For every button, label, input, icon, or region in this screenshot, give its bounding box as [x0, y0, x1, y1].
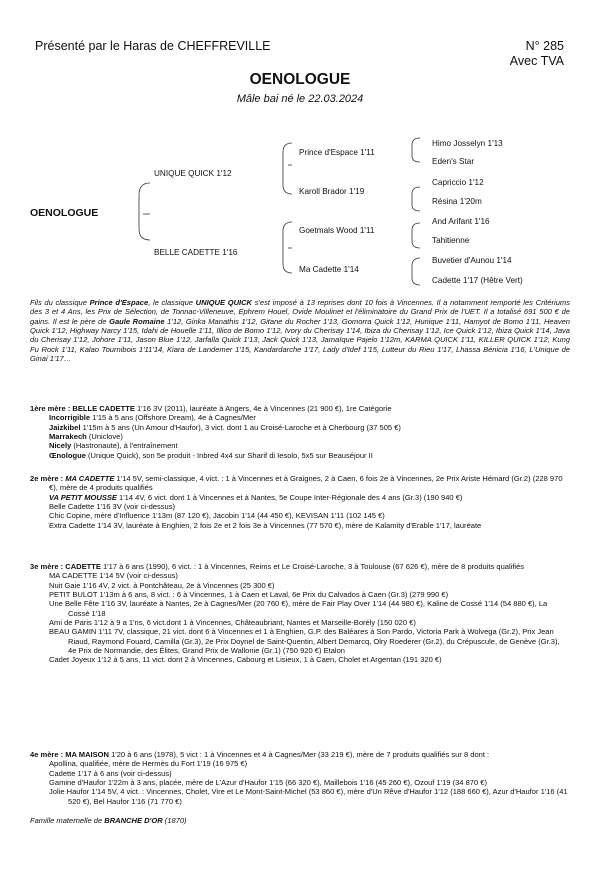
- first-dam-section: 1ère mère : BELLE CADETTE 1'16 3V (2011), lauréate à Angers, 4e à Vincennes (21 900 €), 1re Catégorie Incorrigible 1'15 à 5 ans (Offshore Dream), 4e à Cagnes/Mer Jaizkibel 1'15m à 5 ans (Un Amour d'Haufor), 3 vict. dont 1 au Croisé-Laroche et à Cherbourg (37 505 €) Marrakech (Uniclove) Nicely (Hastronaute), à l'entraînement Œnologue (Unique Quick), son 5e produit - Inbred 4x4 sur Sharif di Iesolo, 5x5 sur Beauséjour II: [30, 404, 401, 460]
- pedigree-ggp: Tahitienne: [432, 236, 470, 245]
- sire-description: Fils du classique Prince d'Espace, le classique UNIQUE QUICK s'est imposé à 13 reprises dont 10 fois à Vincennes. Il a notamment remporté les Critériums des 3 et 4 Ans, les Prix de Sélection, de Tonnac-Villeneuve, Ephrem Houel, Ovide Moulinet et l'éliminatoire du Grand Prix de l'UET. Il a totalisé 691 500 € de gains. Il est le père de Gaule Romaine 1'12, Ginka Manathis 1'12, Gitane du Rocher 1'13, Gomorra Quick 1'12, Hunique 1'11, Hamyot de Bomo 1'11, Heaven Quick 1'12, Highway Narcy 1'15, Idahi de Houelle 1'11, Illico de Bomo 1'12, Ivory du Cherisay 1'14, Ibiza du Cherisay 1'12, Ice Quick 1'12, Ibiza Quick 1'14, Java du Cherisay 1'12, Johore 1'11, Jason Blue 1'12, Jarfalla Quick 1'13, Jack Quick 1'13, Jamaïque Pajelo 1'12m, KARMA QUICK 1'11, KILLER QUICK 1'12, Kung Fu Rock 1'11, Kalao Tournibois 1'11'14, Kiara de Landemer 1'15, Kandardarche 1'17, Lady d'Idef 1'15, Lutteur du Rieu 1'17, Lhassa Bénicia 1'16, L'Unique de Ginai 1'17…: [30, 298, 570, 364]
- third-dam-section: 3e mère : CADETTE 1'17 à 6 ans (1990), 6 vict. : 1 à Vincennes, Reims et Le Croisé-Laroche, 3 à Toulouse (67 626 €), mère de 8 produits qualifiés MA CADETTE 1'14 5V (voir ci-dessus) Nuit Gaie 1'16 4V, 2 vict. à Pontchâteau, 2e à Vincennes (25 300 €) PETIT BULOT 1'13m à 6 ans, 8 vict. : 6 à Vincennes, 1 à Caen et Laval, 6e Prix du Calvados à Caen (Gr.3) (279 990 €) Une Belle Fête 1'16 3V, lauréate à Nantes, 2e à Cagnes/Mer (20 760 €), mère de Fair Play Over 1'14 (44 980 €), Kaline de Cossé 1'14 (54 880 €), La Cossé 1'18 Ami de Paris 1'12 à 9 a 1'ns, 6 vict.dont 1 à Vincennes, Châteaubriant, Nantes et Marseille-Borély (150 020 €) BEAU GAMIN 1'11 7V, classique, 21 vict. dont 6 à Vincennes et 1 à Enghien, G.P. des Baléares à Son Pardo, Victoria Park à Wolvega (Gr.2), Prix Jean Riaud, Raymond Fouard, Camilla (Gr.3), 2e Prix Doynel de Saint-Quentin, Albert Demarcq, Olry Roederer (Gr.2), du Crépuscule, de Genève (Gr.3), 4e Prix de Normandie, des Élites, Grand Prix de Wallonie (Gr.1) (750 920 €) Etalon Cadet Joyeux 1'12 à 5 ans, 11 vict. dont 2 à Vincennes, Cabourg et Lisieux, 1 à Caen, Cholet et Argentan (191 320 €): [30, 562, 560, 665]
- pedigree-sire: UNIQUE QUICK 1'12: [154, 169, 232, 178]
- tax-note: Avec TVA: [509, 54, 564, 68]
- page-title: OENOLOGUE: [249, 71, 351, 88]
- pedigree-sire-dam: Karoll Brador 1'19: [299, 187, 365, 196]
- fourth-dam-section: 4e mère : MA MAISON 1'20 à 6 ans (1978), 5 vict : 1 à Vincennes et 4 à Cagnes/Mer (33 219 €), mère de 7 produits qualifiés sur 8 dont : Apollina, qualifiée, mère de Hermès du Fort 1'19 (16 975 €) Cadette 1'17 à 6 ans (voir ci-dessus) Gamine d'Haufor 1'22m à 3 ans, placée, mère de L'Azur d'Haufor 1'15 (66 320 €), Maillebois 1'16 (45 260 €), Ozouf 1'19 (34 870 €) Jolie Haufor 1'14 5V, 4 vict. : Vincennes, Cholet, Vire et Le Mont-Saint-Michel (53 860 €), mère d'Un Rêve d'Haufor 1'12 (188 660 €), Azur d'Haufor 1'16 (41 520 €), Bel Haufor 1'16 (71 770 €): [30, 750, 568, 806]
- page-subtitle: Mâle bai né le 22.03.2024: [236, 93, 364, 105]
- presenter-text: Présenté par le Haras de CHEFFREVILLE: [35, 39, 271, 53]
- pedigree-sire-sire: Prince d'Espace 1'11: [299, 148, 375, 157]
- pedigree-dam-dam: Ma Cadette 1'14: [299, 265, 359, 274]
- pedigree-ggp: Cadette 1'17 (Hêtre Vert): [432, 276, 523, 285]
- pedigree-ggp: Buvetier d'Aunou 1'14: [432, 256, 512, 265]
- maternal-family: Famille maternelle de BRANCHE D'OR (1870): [30, 816, 187, 825]
- lot-number: N° 285: [525, 39, 564, 53]
- pedigree-dam-sire: Goetmals Wood 1'11: [299, 226, 375, 235]
- pedigree-ggp: Eden's Star: [432, 157, 475, 166]
- pedigree-horse: OENOLOGUE: [30, 207, 99, 219]
- pedigree-ggp: Capriccio 1'12: [432, 178, 484, 187]
- pedigree-dam: BELLE CADETTE 1'16: [154, 248, 238, 257]
- pedigree-ggp: And Arifant 1'16: [432, 217, 490, 226]
- pedigree-ggp: Himo Josselyn 1'13: [432, 139, 503, 148]
- second-dam-section: 2e mère : MA CADETTE 1'14 5V, semi-classique, 4 vict. : 1 à Vincennes et à Graignes, 2 à Caen, 6 fois 2e à Vincennes, 2e Prix Ariste Hémard (Gr.2) (228 970 €), mère de 4 produits qualifiés VA PETIT MOUSSE 1'14 4V, 6 vict. dont 1 à Vincennes et à Nantes, 5e Coupe Inter-Régionale des 4 ans (Gr.3) (190 940 €) Belle Cadette 1'16 3V (voir ci-dessus) Chic Copine, mère d'Influence 1'13m (87 120 €), Jacobin 1'14 (44 450 €), KEVISAN 1'11 (102 145 €) Extra Cadette 1'14 3V, lauréate à Enghien, 2 fois 2e et 2 fois 3e à Vincennes (77 570 €), mère de Kalamity d'Erable 1'17, lauréate: [30, 474, 563, 530]
- pedigree-ggp: Résina 1'20m: [432, 197, 482, 206]
